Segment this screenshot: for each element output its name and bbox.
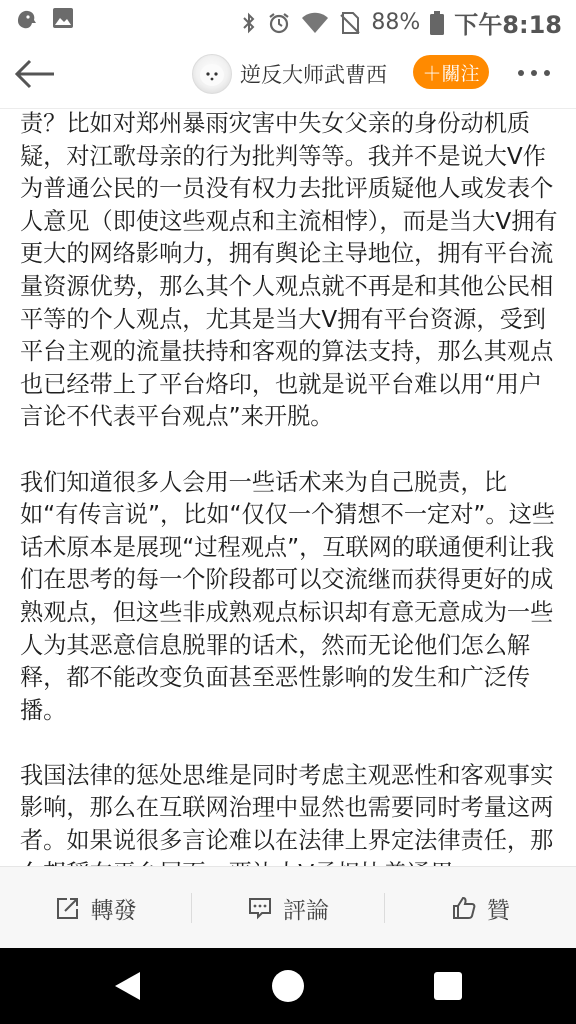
image-icon [52, 7, 74, 29]
system-navigation-bar [0, 948, 576, 1024]
back-arrow-icon [14, 58, 58, 90]
article-scroll-area[interactable] [0, 108, 576, 866]
more-dot-icon [544, 70, 550, 76]
no-sim-icon [339, 11, 361, 35]
status-bar [0, 0, 576, 40]
comment-icon [247, 895, 273, 921]
share-icon [55, 895, 81, 921]
notification-icon [14, 7, 38, 31]
like-button[interactable] [385, 867, 576, 949]
back-button[interactable] [14, 58, 58, 90]
comment-button[interactable] [192, 867, 383, 949]
bluetooth-icon [241, 11, 257, 35]
battery-icon [430, 11, 444, 35]
battery-percent: 88% [371, 10, 421, 35]
alarm-icon [267, 11, 291, 35]
user-name[interactable]: 逆反大师武曹西 [240, 63, 387, 87]
repost-label: 轉發 [90, 897, 137, 924]
article-paragraph: 我国法律的惩处思维是同时考虑主观恶性和客观事实影响，那么在互联网治理中显然也需要同时考量这两者。如果说很多言论难以在法律上界定法律责任，那 [20, 761, 554, 855]
status-right [241, 5, 562, 40]
dog-avatar-icon [193, 55, 231, 93]
more-dot-icon [518, 70, 524, 76]
avatar[interactable] [192, 54, 232, 94]
wifi-icon [301, 12, 329, 34]
system-home-button[interactable] [272, 970, 304, 1002]
more-options-button[interactable] [518, 70, 550, 76]
thumbs-up-icon [451, 895, 477, 921]
like-label: 贊 [486, 897, 510, 924]
article-body [20, 108, 560, 890]
top-nav-bar [0, 40, 576, 109]
system-recents-button[interactable] [434, 972, 462, 1000]
status-left-icons [14, 7, 74, 31]
system-back-button[interactable] [112, 970, 142, 1006]
action-bar [0, 866, 576, 949]
article-paragraph: 责？比如对郑州暴雨灾害中失女父亲的身份动机质疑，对江歌母亲的行为批判等等。我并不是说大V作为普通公民的一员没有权力去批评质疑他人或发表个人意见（即使这些观点和主流相悖），而是当大V拥有更大的网络影响力，拥有舆论主导地位，拥有平台流量资源优势，那么其个人观点就不再是和其他公民相平等的个人观点，尤其是当大V拥有平台资源，受到平台主观的流量扶持和客观的算法支持，那么其观点也已经带上了平台烙印，也就是说平台难以用“用户言论不代表平台观点”来开脱。 [20, 110, 558, 431]
article-paragraph: 我们知道很多人会用一些话术来为自己脱责，比如“有传言说”，比如“仅仅一个猜想不一定对”。这些话术原本是展现“过程观点”，互联网的联通便利让我们在思考的每一个阶段都可以交流继而获得更好的成熟观点，但这些非成熟观点标识却有意无意成为一些人为其恶意信息脱罪的话术，然而无论他们怎么解释，都不能改变负面甚至恶性影响的发生和广泛传播。 [20, 468, 555, 724]
follow-button[interactable]: ＋關注 [413, 55, 489, 89]
comment-label: 評論 [282, 897, 329, 924]
triangle-back-icon [112, 970, 142, 1002]
repost-button[interactable] [0, 867, 191, 949]
more-dot-icon [531, 70, 537, 76]
clock: 下午8:18 [454, 11, 562, 39]
